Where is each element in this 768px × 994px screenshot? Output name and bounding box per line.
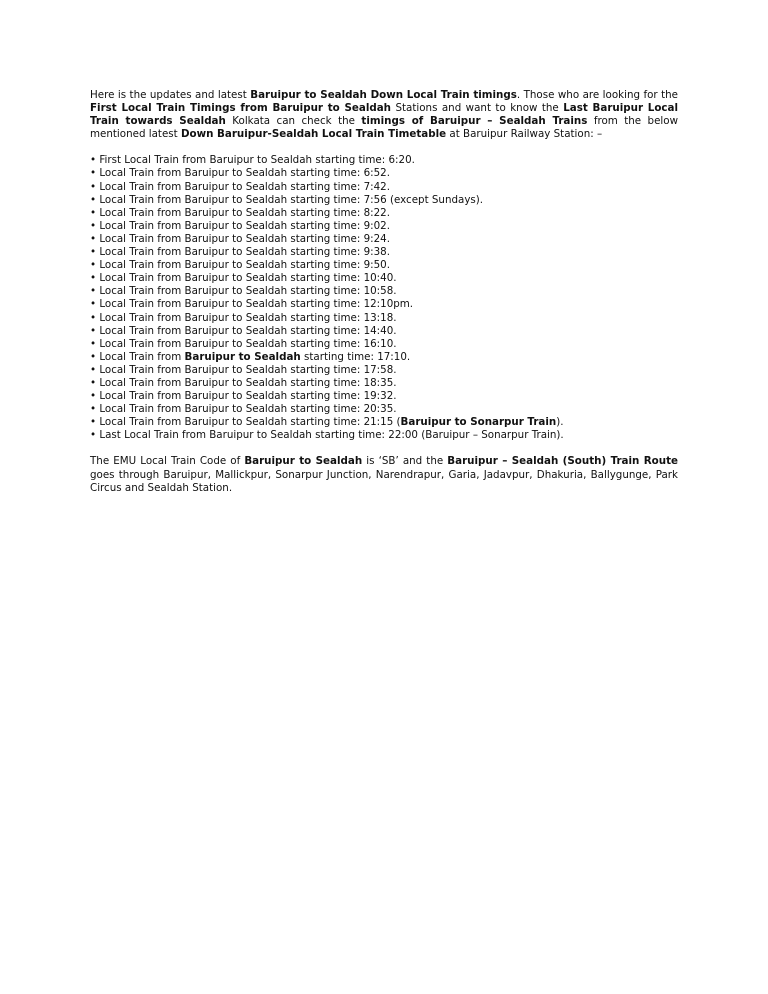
schedule-list-item xyxy=(90,167,678,180)
text-run: • Local Train from Baruipur to Sealdah starting time: 19:32. xyxy=(90,390,397,403)
bold-text: Baruipur to Sealdah xyxy=(244,455,363,468)
text-run: • Local Train from Baruipur to Sealdah starting time: 9:38. xyxy=(90,246,390,259)
text-run: • Local Train from Baruipur to Sealdah starting time: 21:15 ( xyxy=(90,416,401,429)
schedule-list-item xyxy=(90,312,678,325)
schedule-list-item xyxy=(90,429,678,442)
bold-text: Baruipur to Sonarpur Train xyxy=(400,416,557,429)
bold-text: Baruipur to Sealdah xyxy=(184,350,301,363)
schedule-list-item xyxy=(90,325,678,338)
schedule-list-item xyxy=(90,181,678,194)
route-paragraph xyxy=(90,455,678,494)
text-run: . Those who are looking for the xyxy=(516,89,678,101)
bold-text: Last Baruipur Local Train towards Sealdah xyxy=(90,102,679,128)
text-run: The EMU Local Train Code of xyxy=(90,455,245,468)
bold-text: First Local Train Timings from Baruipur to Sealdah xyxy=(90,102,392,115)
text-run: starting time: 17:10. xyxy=(300,350,411,363)
text-run: Stations and want to know the xyxy=(391,102,564,115)
text-run: • Local Train from Baruipur to Sealdah starting time: 9:50. xyxy=(90,259,390,272)
schedule-list-item xyxy=(90,338,678,351)
bold-text: Baruipur to Sealdah Down Local Train timings xyxy=(250,89,517,101)
bold-text: Down Baruipur-Sealdah Local Train Timetable xyxy=(180,128,447,141)
document-page xyxy=(90,89,678,495)
text-run: • Local Train from Baruipur to Sealdah starting time: 18:35. xyxy=(90,376,397,389)
text-run: goes through Baruipur, Mallickpur, Sonarpur Junction, Narendrapur, Garia, Jadavpur, Dhakuria, Ballygunge, Park Circus and Sealdah Station. xyxy=(90,468,678,494)
text-run: • Local Train from Baruipur to Sealdah starting time: 10:58. xyxy=(90,285,397,298)
bold-text: Baruipur – Sealdah (South) Train Route xyxy=(447,455,678,468)
text-run: • Local Train from Baruipur to Sealdah starting time: 7:42. xyxy=(90,180,390,193)
text-run: Here is the updates and latest xyxy=(90,89,251,101)
schedule-list-item xyxy=(90,285,678,298)
text-run: • Local Train from Baruipur to Sealdah starting time: 9:02. xyxy=(90,219,390,232)
text-run: • Last Local Train from Baruipur to Sealdah starting time: 22:00 (Baruipur – Sonarpur Train). xyxy=(90,429,564,442)
text-run: is ‘SB’ and the xyxy=(362,455,448,468)
train-schedule-list xyxy=(90,154,678,442)
schedule-list-item xyxy=(90,298,678,311)
text-run: • Local Train from Baruipur to Sealdah starting time: 16:10. xyxy=(90,337,397,350)
bold-text: timings of Baruipur – Sealdah Trains xyxy=(361,115,588,128)
text-run: • Local Train from Baruipur to Sealdah starting time: 20:35. xyxy=(90,403,397,416)
text-run: Kolkata can check the xyxy=(225,115,362,128)
text-run: at Baruipur Railway Station: – xyxy=(446,128,603,141)
schedule-list-item xyxy=(90,233,678,246)
text-run: ). xyxy=(556,416,564,429)
schedule-list-item xyxy=(90,207,678,220)
schedule-list-item xyxy=(90,272,678,285)
schedule-list-item xyxy=(90,246,678,259)
text-run: • Local Train from Baruipur to Sealdah starting time: 10:40. xyxy=(90,272,397,285)
schedule-list-item xyxy=(90,259,678,272)
text-run: from the below mentioned latest xyxy=(90,115,679,141)
schedule-list-item xyxy=(90,154,678,167)
text-run: • First Local Train from Baruipur to Sealdah starting time: 6:20. xyxy=(90,154,415,167)
text-run: • Local Train from Baruipur to Sealdah starting time: 9:24. xyxy=(90,232,390,245)
schedule-list-item xyxy=(90,377,678,390)
text-run: • Local Train from Baruipur to Sealdah starting time: 13:18. xyxy=(90,311,397,324)
schedule-list-item xyxy=(90,416,678,429)
schedule-list-item xyxy=(90,351,678,364)
text-run: • Local Train from Baruipur to Sealdah starting time: 6:52. xyxy=(90,167,390,180)
schedule-list-item xyxy=(90,364,678,377)
schedule-list-item xyxy=(90,220,678,233)
schedule-list-item xyxy=(90,194,678,207)
text-run: • Local Train from Baruipur to Sealdah starting time: 14:40. xyxy=(90,324,397,337)
text-run: • Local Train from Baruipur to Sealdah starting time: 12:10pm. xyxy=(90,298,414,311)
text-run: • Local Train from Baruipur to Sealdah starting time: 8:22. xyxy=(90,206,390,219)
schedule-list-item xyxy=(90,390,678,403)
intro-paragraph xyxy=(90,89,678,141)
text-run: • Local Train from Baruipur to Sealdah starting time: 7:56 (except Sundays). xyxy=(90,193,484,206)
schedule-list-item xyxy=(90,403,678,416)
text-run: • Local Train from xyxy=(90,350,185,363)
text-run: • Local Train from Baruipur to Sealdah starting time: 17:58. xyxy=(90,363,397,376)
